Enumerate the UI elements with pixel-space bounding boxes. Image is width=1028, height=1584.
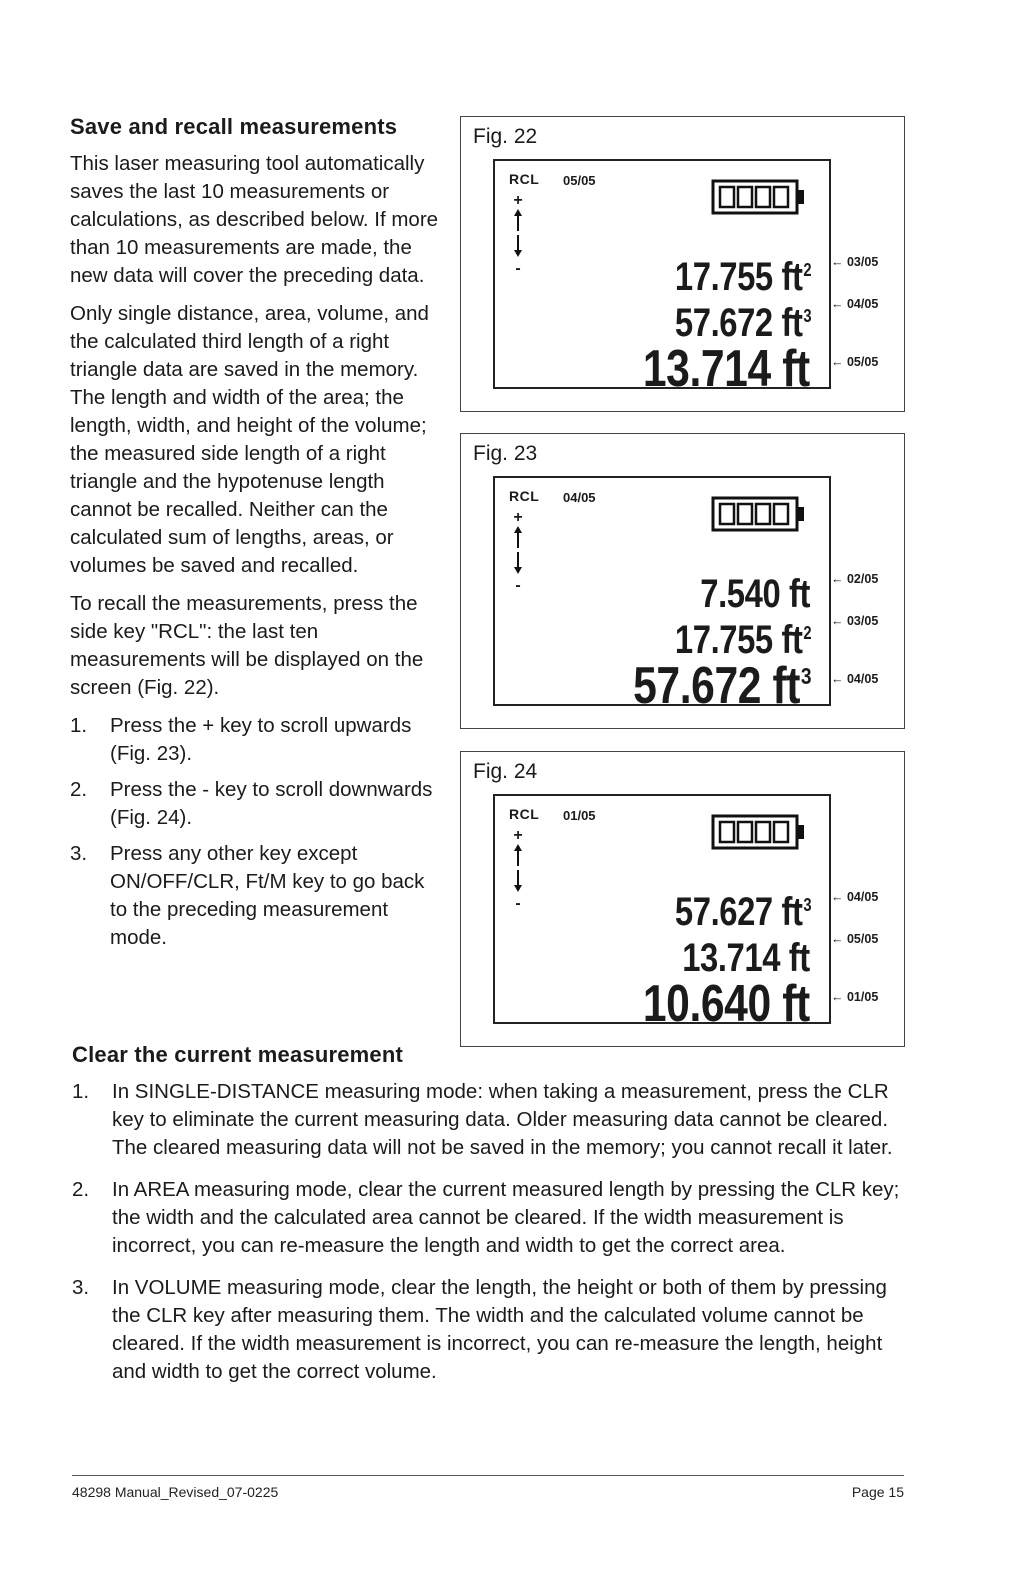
clear-body (72, 1078, 904, 1394)
item-text: In VOLUME measuring mode, clear the length, the height or both of them by pressing the CLR key after measuring them. The width and the calculated volume cannot be cleared. If the width measurement is incorrect, you can re-measure the length, height and width to get the correct volume. (112, 1276, 887, 1383)
memory-ref-3: ← 05/05 (831, 355, 879, 369)
left-arrow-icon: ← (831, 990, 844, 1004)
footer-doc-id: 48298 Manual_Revised_07-0225 (72, 1484, 279, 1500)
battery-icon (711, 494, 807, 534)
left-arrow-icon: ← (831, 297, 844, 311)
lcd-display (493, 159, 831, 398)
memory-ref-2: ← 03/05 (831, 614, 879, 628)
memory-ref-1: ← 03/05 (831, 255, 879, 269)
step-text: Press any other key except ON/OFF/CLR, Ft/M key to go back to the preceding measurement mode. (110, 842, 425, 949)
lcd-display (493, 476, 831, 715)
step-text: Press the - key to scroll downwards (Fig. 24). (110, 778, 433, 829)
step-number: 1. (70, 714, 88, 737)
item-text: In SINGLE-DISTANCE measuring mode: when taking a measurement, press the CLR key to eliminate the current measuring data. Older measuring data cannot be cleared. The cleared measuring data will not be saved in the memory; you cannot recall it later. (112, 1080, 893, 1159)
memory-ref-3: ← 04/05 (831, 672, 879, 686)
memory-ref-2: ← 05/05 (831, 932, 879, 946)
display-value-row-2: 13.714 ft (682, 936, 811, 980)
display-value-row-3: 10.640 ft (643, 975, 811, 1033)
scroll-arrows-icon (511, 193, 525, 277)
step-text: Press the + key to scroll upwards (Fig. 23). (110, 714, 412, 765)
battery-icon (711, 177, 807, 217)
arrow-up-icon (513, 844, 523, 866)
left-arrow-icon: ← (831, 255, 844, 269)
display-value-row-2: 57.672 $ft^3$ (674, 301, 811, 345)
footer-page-number: Page 15 (851, 1484, 904, 1500)
figure-label: Fig. 22 (473, 125, 538, 148)
left-arrow-icon: ← (831, 672, 844, 686)
minus-sign: - (515, 577, 521, 594)
list-item (72, 1274, 904, 1386)
list-item (70, 776, 442, 832)
arrow-down-icon (513, 552, 523, 574)
display-value-row-3: 57.672 $ft^3$ (632, 657, 811, 715)
step-number: 2. (70, 778, 88, 801)
display-value-row-1: 17.755 $ft^2$ (674, 255, 811, 299)
minus-sign: - (515, 895, 521, 912)
plus-sign: + (513, 509, 523, 526)
scroll-arrows-icon (511, 828, 525, 912)
memory-ref-1: ← 04/05 (831, 890, 879, 904)
rcl-indicator: RCL (509, 171, 540, 187)
list-item (72, 1176, 904, 1260)
scroll-arrows-icon (511, 510, 525, 594)
plus-sign: + (513, 192, 523, 209)
display-value-row-1: 57.627 $ft^3$ (674, 890, 811, 934)
display-value-row-2: 17.755 $ft^2$ (674, 618, 811, 662)
memory-ref-2: ← 04/05 (831, 297, 879, 311)
recall-counter: 05/05 (563, 173, 596, 188)
plus-sign: + (513, 827, 523, 844)
list-item (70, 712, 442, 768)
figure-label: Fig. 24 (473, 760, 538, 783)
rcl-indicator: RCL (509, 488, 540, 504)
section-heading-clear: Clear the current measurement (72, 1042, 404, 1067)
arrow-down-icon (513, 870, 523, 892)
save-recall-body (70, 150, 442, 960)
footer-divider (72, 1475, 904, 1476)
list-item (72, 1078, 904, 1162)
minus-sign: - (515, 260, 521, 277)
clear-steps-list (72, 1078, 904, 1386)
recall-counter: 01/05 (563, 808, 596, 823)
recall-steps-list (70, 712, 442, 952)
left-arrow-icon: ← (831, 572, 844, 586)
item-number: 2. (72, 1178, 90, 1201)
paragraph: Only single distance, area, volume, and the calculated third length of a right triangle data are saved in the memory. The length and width of the area; the length, width, and height of the volume; the measured side length of a right triangle and the hypotenuse length cannot be recalled. Neither can the calculated sum of lengths, areas, or volumes be saved and recalled. (70, 302, 429, 577)
item-number: 1. (72, 1080, 90, 1103)
paragraph: To recall the measurements, press the side key "RCL": the last ten measurements will be displayed on the screen (Fig. 22). (70, 592, 424, 699)
figure-24 (460, 751, 905, 1047)
item-number: 3. (72, 1276, 90, 1299)
battery-icon (711, 812, 807, 852)
memory-ref-1: ← 02/05 (831, 572, 879, 586)
paragraph: This laser measuring tool automatically saves the last 10 measurements or calculations, as described below. If more than 10 measurements are made, the new data will cover the preceding data. (70, 152, 439, 287)
section-heading-save-recall: Save and recall measurements (70, 114, 398, 139)
display-value-row-3: 13.714 ft (643, 340, 811, 398)
arrow-up-icon (513, 209, 523, 231)
figure-22 (460, 116, 905, 412)
left-arrow-icon: ← (831, 932, 844, 946)
figure-label: Fig. 23 (473, 442, 538, 465)
memory-ref-3: ← 01/05 (831, 990, 879, 1004)
arrow-up-icon (513, 526, 523, 548)
recall-counter: 04/05 (563, 490, 596, 505)
figure-23 (460, 433, 905, 729)
left-arrow-icon: ← (831, 614, 844, 628)
rcl-indicator: RCL (509, 806, 540, 822)
list-item (70, 840, 442, 952)
step-number: 3. (70, 842, 88, 865)
lcd-display (493, 794, 831, 1033)
left-arrow-icon: ← (831, 890, 844, 904)
item-text: In AREA measuring mode, clear the current measured length by pressing the CLR key; the width and the calculated area cannot be cleared. If the width measurement is incorrect, you can re-measure the length and width to get the correct area. (112, 1178, 900, 1257)
display-value-row-1: 7.540 ft (700, 572, 811, 616)
left-arrow-icon: ← (831, 355, 844, 369)
arrow-down-icon (513, 235, 523, 257)
